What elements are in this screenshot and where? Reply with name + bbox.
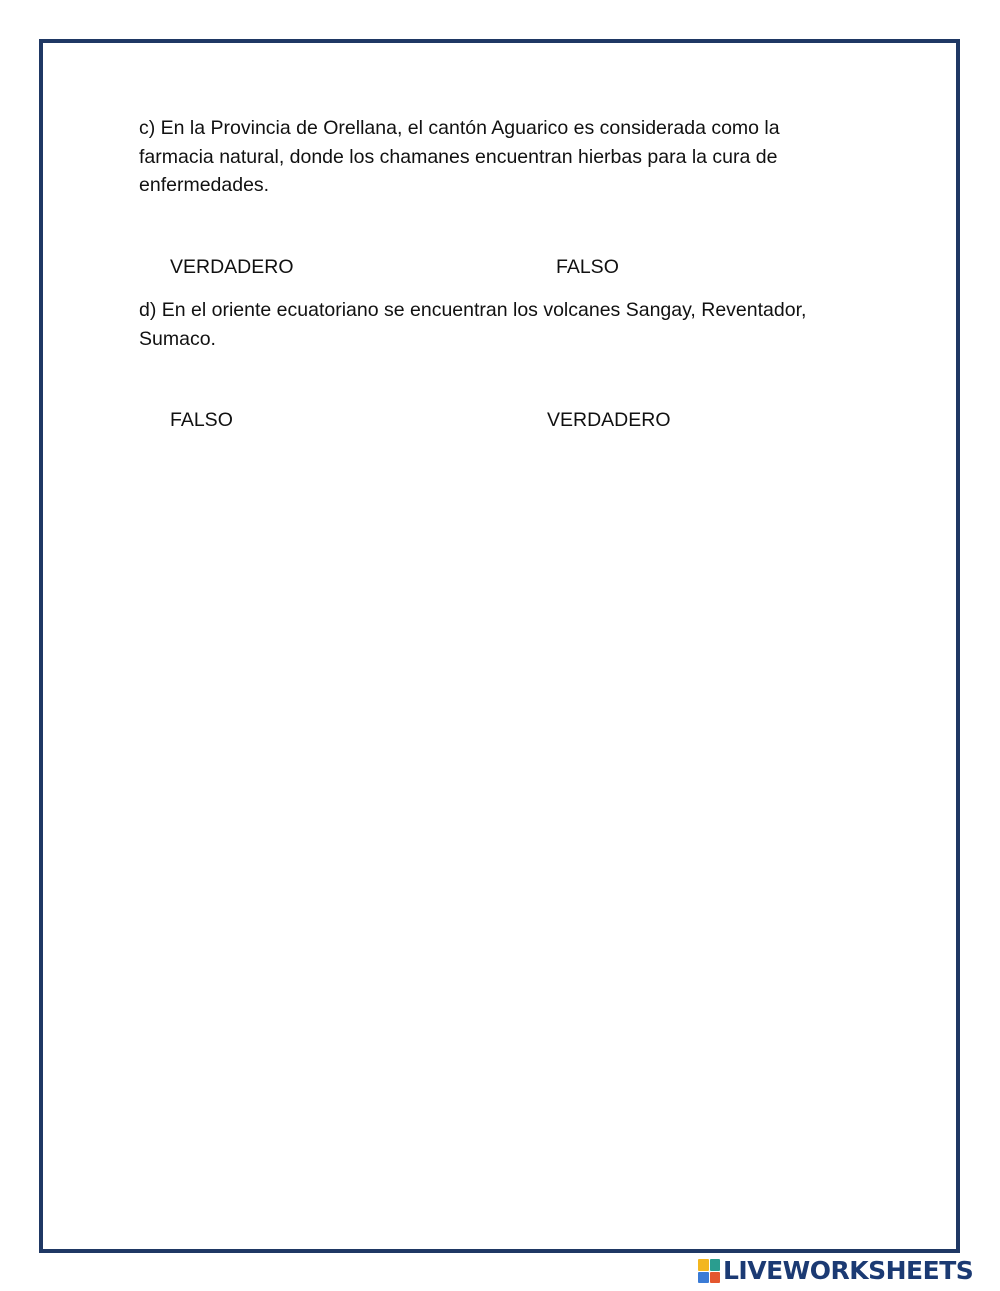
question-d-option-falso[interactable]: FALSO	[170, 409, 233, 431]
question-c-text: c) En la Provincia de Orellana, el cantón Aguarico es considerada como la farmacia natural, donde los chamanes encuentran hierbas para la cura de enfermedades.	[139, 117, 780, 196]
question-c-option-falso[interactable]: FALSO	[556, 256, 619, 278]
question-d-text: d) En el oriente ecuatoriano se encuentran los volcanes Sangay, Reventador, Sumaco.	[139, 299, 807, 350]
liveworksheets-brand	[698, 1257, 973, 1285]
question-c-option-verdadero[interactable]: VERDADERO	[170, 256, 294, 278]
liveworksheets-logo-icon	[698, 1259, 720, 1283]
brand-name: LIVEWORKSHEETS	[723, 1256, 974, 1285]
page-border	[39, 39, 960, 1253]
question-d-option-verdadero[interactable]: VERDADERO	[547, 409, 671, 431]
